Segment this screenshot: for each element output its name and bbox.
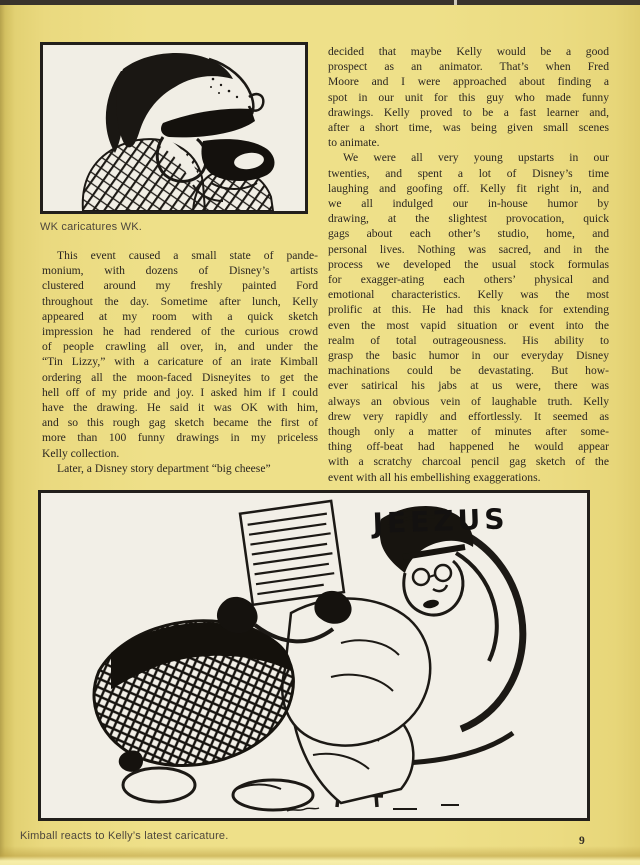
text-line: of people crawling all over, in, and under the bbox=[42, 340, 318, 354]
text-line: Moore and I were approached about finding a bbox=[328, 75, 609, 89]
text-line: throughout the day. Sometime after lunch, Kelly bbox=[42, 294, 318, 308]
text-line: Later, a Disney story department “big cheese” bbox=[57, 461, 271, 475]
text-line: and so this rough gag sketch became the first of bbox=[42, 416, 318, 430]
text-line: spot in our unit for this guy who made funny bbox=[328, 90, 609, 104]
text-line: drew very rapidly and effortlessly. It seemed as bbox=[328, 409, 609, 423]
text-line: event with all his embellishing exaggerations. bbox=[328, 470, 541, 484]
text-line: with a scratchy charcoal pencil gag sketch of the bbox=[328, 455, 609, 469]
text-line: personal lives. Nothing was sacred, and in the bbox=[328, 242, 609, 256]
text-line: ever satirical his jabs at us were, there was bbox=[328, 379, 609, 393]
text-line: drawings. Kelly proved to be a fast learner and, bbox=[328, 105, 609, 119]
text-line: laughing and goofing off. Kelly fit right in, and bbox=[328, 181, 609, 195]
text-line: emotional characteristics. Kelly was the most bbox=[328, 288, 609, 302]
text-line: twenties, and spent a lot of Disney’s time bbox=[328, 166, 609, 180]
text-line: hell off of my pride and joy. I asked him if I could bbox=[42, 385, 318, 399]
text-line: decided that maybe Kelly would be a good bbox=[328, 45, 609, 58]
text-line: monium, with dozens of Disney’s artists bbox=[42, 264, 318, 278]
text-line: thing off-beat had happened he would appear bbox=[328, 440, 609, 454]
text-line: though only a matter of minutes after some- bbox=[328, 425, 609, 439]
text-line: for exagger-ating each others’ physical and bbox=[328, 273, 609, 287]
text-line: We were all very young upstarts in our bbox=[343, 151, 609, 165]
text-line: have the drawing. He said it was OK with him, bbox=[42, 401, 318, 415]
kimball-reclining-sketch bbox=[41, 493, 587, 818]
text-line: after a short time, was being given small scenes bbox=[328, 121, 609, 135]
scan-notch bbox=[454, 0, 457, 5]
text-line: more than 100 funny drawings in my priceless bbox=[42, 431, 318, 445]
text-line: “Tin Lizzy,” with a caricature of an irate Kimball bbox=[42, 355, 318, 369]
text-line: even the most vapid situation or event into the bbox=[328, 318, 609, 332]
text-line: impression he had rendered of the curious crowd bbox=[42, 325, 318, 339]
text-line: ordering all the moon-faced Disneyites to get the bbox=[42, 370, 318, 384]
text-line: grasp the basic humor in our everyday Disney bbox=[328, 349, 609, 363]
wk-self-caricature-sketch bbox=[43, 45, 305, 211]
text-line: realm of total outrageousness. His ability to bbox=[328, 333, 609, 347]
right-text-column bbox=[328, 44, 609, 485]
text-line: process we developed the usual stock formulas bbox=[328, 257, 609, 271]
text-line: clustered around my freshly painted Ford bbox=[42, 279, 318, 293]
page-top-edge-shadow bbox=[0, 0, 640, 5]
handwritten-jeezus-text: JEEZUS bbox=[372, 502, 510, 540]
text-line: Kelly collection. bbox=[42, 446, 120, 460]
paragraph bbox=[42, 248, 318, 461]
page-number: 9 bbox=[579, 835, 585, 847]
paragraph bbox=[328, 44, 609, 150]
text-line: we all indulged our in-house humor by bbox=[328, 197, 609, 211]
paragraph bbox=[328, 150, 609, 484]
top-figure-caption: WK caricatures WK. bbox=[40, 221, 143, 233]
text-line: This event caused a small state of pande- bbox=[57, 249, 318, 262]
bottom-figure-caption: Kimball reacts to Kelly’s latest caricature. bbox=[20, 830, 229, 842]
text-line: appeared at my room with a quick sketch bbox=[42, 309, 318, 323]
text-line: drawing, at the slightest provocation, quick bbox=[328, 212, 609, 226]
paragraph bbox=[42, 461, 318, 476]
left-text-column bbox=[42, 248, 318, 476]
wk-self-caricature-figure bbox=[40, 42, 308, 214]
text-line: to animate. bbox=[328, 136, 380, 150]
kimball-reacting-figure bbox=[38, 490, 590, 821]
text-line: gags about each other’s studio, home, and bbox=[328, 227, 609, 241]
text-line: prospect as an animator. That’s when Fred bbox=[328, 60, 609, 74]
text-line: prolific at this. He had this knack for extending bbox=[328, 303, 609, 317]
text-line: always an obvious vein of laughable truth. Kelly bbox=[328, 394, 609, 408]
text-line: machinations could be devastating. But how- bbox=[328, 364, 609, 378]
